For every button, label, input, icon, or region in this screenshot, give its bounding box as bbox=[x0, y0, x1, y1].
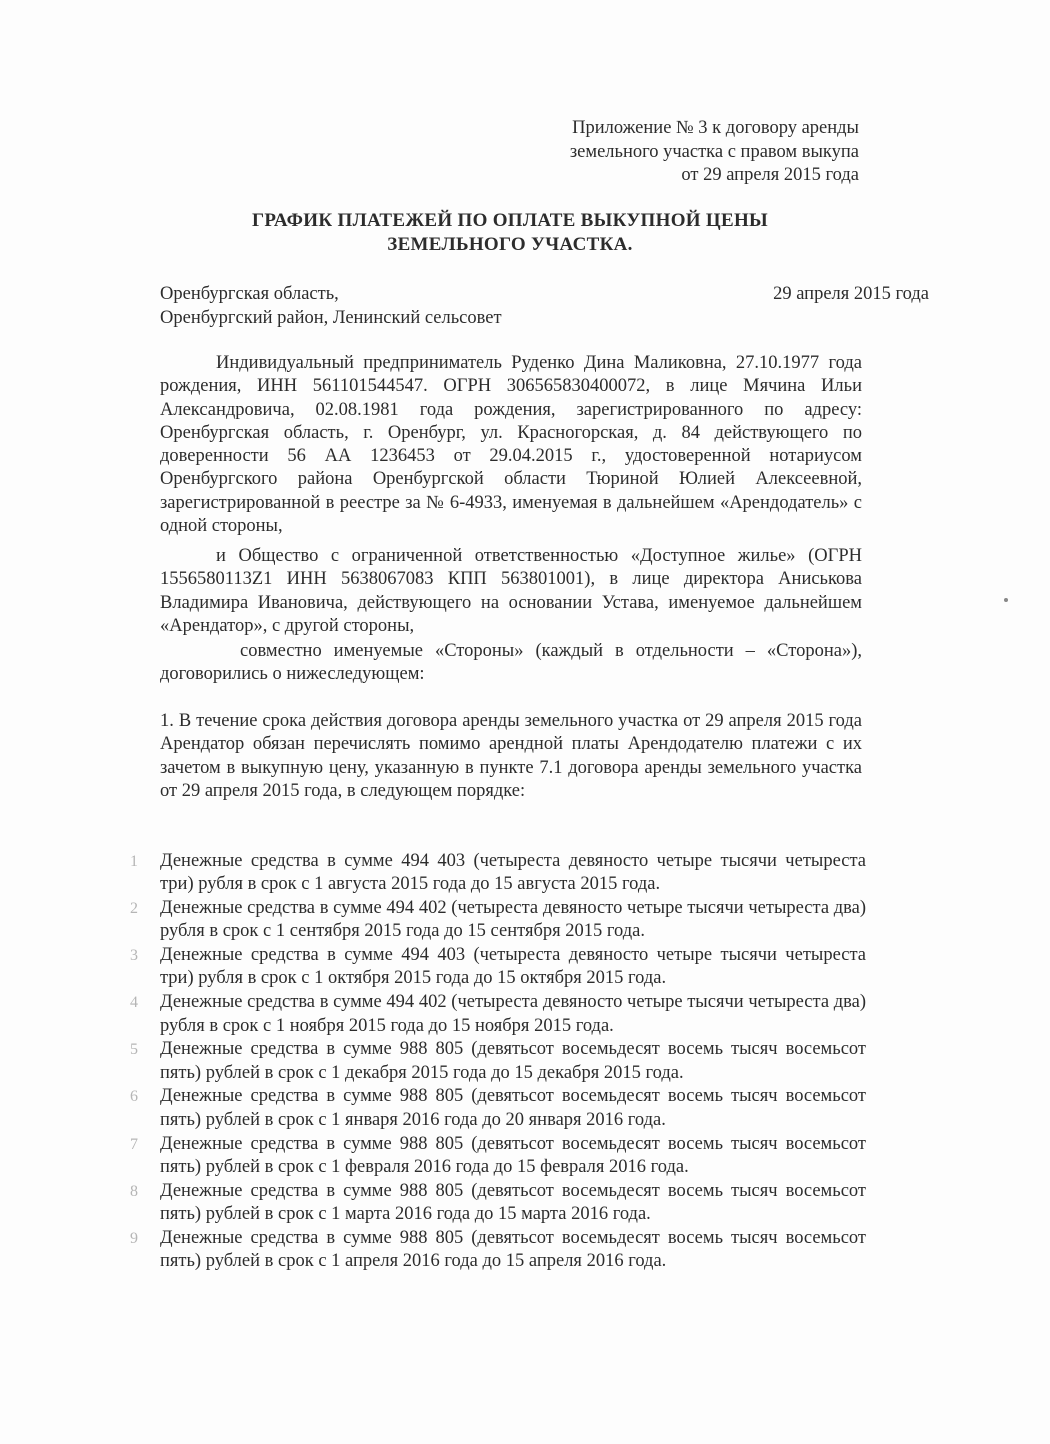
paragraph-clause-1: 1. В течение срока действия договора аренды земельного участка от 29 апреля 2015 года Арендатор обязан перечислять помимо арендной платы Арендодателю платежи с их зачетом в выкупную цену, указанную в пункте 7.1 договора аренды земельного участка от 29 апреля 2015 года, в следующем порядке: bbox=[160, 711, 862, 801]
place-line-2: Оренбургский район, Ленинский сельсовет bbox=[160, 308, 502, 328]
list-item-number: 6 bbox=[130, 1088, 138, 1106]
list-item bbox=[130, 1180, 866, 1227]
list-item bbox=[130, 897, 866, 944]
payment-schedule-list bbox=[130, 850, 866, 1274]
place-block bbox=[160, 282, 502, 330]
list-item-number: 1 bbox=[130, 853, 138, 870]
place-line-1: Оренбургская область, bbox=[160, 284, 339, 304]
title-line-1: ГРАФИК ПЛАТЕЖЕЙ ПО ОПЛАТЕ ВЫКУПНОЙ ЦЕНЫ bbox=[251, 210, 769, 231]
appendix-line-2: земельного участка с правом выкупа bbox=[569, 141, 859, 162]
list-item-number: 4 bbox=[130, 994, 138, 1012]
paragraph-tenant: и Общество с ограниченной ответственностью «Доступное жилье» (ОГРН 1556580113Z1 ИНН 5638067083 КПП 563801001), в лице директора Аниськова Владимира Ивановича, действующего на основании Устава, именуемое дальнейшем «Арендатор», с другой стороны, bbox=[160, 546, 862, 636]
appendix-line-1: Приложение № 3 к договору аренды bbox=[572, 118, 859, 138]
paragraph-parties: совместно именуемые «Стороны» (каждый в отдельности – «Сторона»), договорились о нижеследующем: bbox=[160, 641, 862, 685]
list-item bbox=[130, 1133, 866, 1180]
list-item-text: Денежные средства в сумме 494 403 (четыреста девяносто четыре тысячи четыреста три) рубля в срок с 1 августа 2015 года до 15 августа 2015 года. bbox=[160, 851, 866, 895]
list-item-number: 3 bbox=[130, 947, 138, 965]
title-line-2: ЗЕМЕЛЬНОГО УЧАСТКА. bbox=[387, 234, 633, 255]
list-item-number: 9 bbox=[130, 1229, 138, 1247]
list-item bbox=[130, 1085, 866, 1132]
appendix-line-3: от 29 апреля 2015 года bbox=[681, 165, 859, 185]
list-item-text: Денежные средства в сумме 988 805 (девятьсот восемьдесят восемь тысяч восемьсот пять) рублей в срок с 1 апреля 2016 года до 15 апреля 2016 года. bbox=[160, 1227, 866, 1272]
list-item bbox=[130, 944, 866, 991]
scan-speck bbox=[1004, 598, 1008, 602]
list-item-text: Денежные средства в сумме 494 402 (четыреста девяносто четыре тысячи четыреста два) рубля в срок с 1 сентября 2015 года до 15 сентября 2015 года. bbox=[160, 898, 866, 942]
list-item-text: Денежные средства в сумме 988 805 (девятьсот восемьдесят восемь тысяч восемьсот пять) рублей в срок с 1 января 2016 года до 20 января 2016 года. bbox=[160, 1086, 866, 1130]
list-item bbox=[130, 1038, 866, 1085]
appendix-header bbox=[439, 117, 859, 188]
list-item bbox=[130, 850, 866, 897]
document-title bbox=[160, 209, 860, 257]
list-item bbox=[130, 1227, 866, 1274]
list-item-text: Денежные средства в сумме 988 805 (девятьсот восемьдесят восемь тысяч восемьсот пять) рублей в срок с 1 февраля 2016 года до 15 февраля 2016 года. bbox=[160, 1133, 866, 1177]
list-item-number: 2 bbox=[130, 900, 138, 918]
list-item-text: Денежные средства в сумме 494 403 (четыреста девяносто четыре тысячи четыреста три) рубля в срок с 1 октября 2015 года до 15 октября 2015 года. bbox=[160, 945, 866, 989]
paragraph-landlord: Индивидуальный предприниматель Руденко Дина Маликовна, 27.10.1977 года рождения, ИНН 561101544547. ОГРН 306565830400072, в лице Мячина Ильи Александровича, 02.08.1981 года рождения, зарегистрированного по адресу: Оренбургская область, г. Оренбург, ул. Красногорская, д. 84 действующего по доверенности 56 АА 1236453 от 29.04.2015 г., удостоверенной нотариусом Оренбургского района Оренбургской области Тюриной Юлией Алексеевной, зарегистрированной в реестре за № 6-4933, именуемая в дальнейшем «Арендодатель» с одной стороны, bbox=[160, 353, 862, 537]
list-item-number: 8 bbox=[130, 1182, 138, 1200]
list-item-number: 7 bbox=[130, 1135, 138, 1153]
list-item-text: Денежные средства в сумме 494 402 (четыреста девяносто четыре тысячи четыреста два) рубля в срок с 1 ноября 2015 года до 15 ноября 2015 года. bbox=[160, 992, 866, 1036]
document-date: 29 апреля 2015 года bbox=[773, 284, 929, 304]
list-item-number: 5 bbox=[130, 1041, 138, 1059]
list-item bbox=[130, 991, 866, 1038]
list-item-text: Денежные средства в сумме 988 805 (девятьсот восемьдесят восемь тысяч восемьсот пять) рублей в срок с 1 декабря 2015 года до 15 декабря 2015 года. bbox=[160, 1039, 866, 1083]
list-item-text: Денежные средства в сумме 988 805 (девятьсот восемьдесят восемь тысяч восемьсот пять) рублей в срок с 1 марта 2016 года до 15 марта 2016 года. bbox=[160, 1180, 866, 1224]
